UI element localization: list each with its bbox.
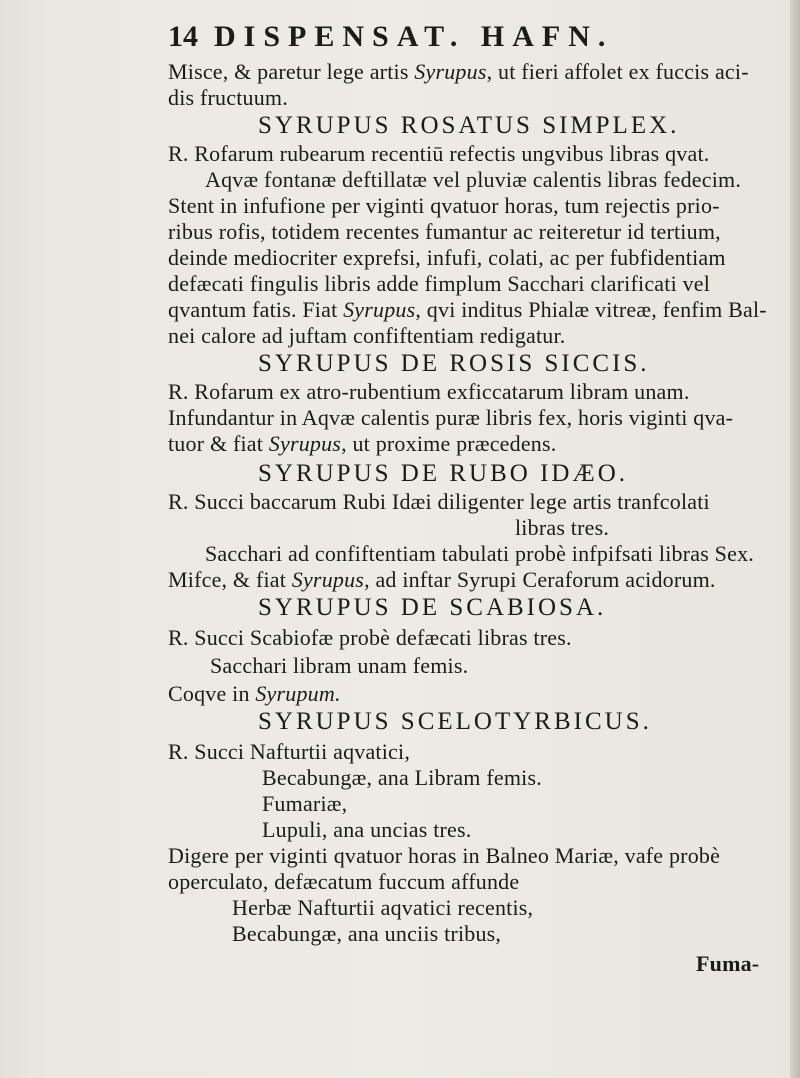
text-line: defæcati fingulis libris adde fimplum Sacchari clarificati vel [168, 271, 711, 296]
section-heading: SYRUPUS SCELOTYRBICUS. [258, 708, 652, 735]
page-header [168, 20, 728, 60]
section-heading: SYRUPUS DE ROSIS SICCIS. [258, 350, 650, 377]
text-line: operculato, defæcatum fuccum affunde [168, 869, 520, 894]
text-line: Mifce, & fiat Syrupus, ad inftar Syrupi Ceraforum acidorum. [168, 567, 716, 592]
text-line: dis fructuum. [168, 85, 288, 110]
text-line: qvantum fatis. Fiat Syrupus, qvi inditus Phialæ vitreæ, fenfim Bal- [168, 297, 767, 322]
section-heading: SYRUPUS DE RUBO IDÆO. [258, 460, 628, 487]
text-line: R. Succi baccarum Rubi Idæi diligenter lege artis tranfcolati [168, 489, 710, 514]
text-line: deinde mediocriter exprefsi, infufi, colati, ac per fubfidentiam [168, 245, 726, 270]
text-line: nei calore ad juftam confiftentiam redigatur. [168, 323, 566, 348]
text-line: Aqvæ fontanæ deftillatæ vel pluviæ calentis libras fedecim. [205, 167, 742, 192]
page-number: 14 [168, 20, 198, 53]
section-heading: SYRUPUS ROSATUS SIMPLEX. [258, 112, 680, 139]
text-line: Becabungæ, ana unciis tribus, [232, 921, 502, 946]
text-line: Fumariæ, [262, 791, 348, 816]
text-line: Sacchari libram unam femis. [210, 653, 469, 678]
running-title: DISPENSAT. HAFN. [214, 20, 614, 53]
text-line: R. Succi Scabiofæ probè defæcati libras tres. [168, 625, 572, 650]
text-line: Infundantur in Aqvæ calentis puræ libris fex, horis viginti qva- [168, 405, 734, 430]
text-line: Misce, & paretur lege artis Syrupus, ut fieri affolet ex fuccis aci- [168, 59, 749, 84]
text-line: Coqve in Syrupum. [168, 681, 341, 706]
text-line: Lupuli, ana uncias tres. [262, 817, 472, 842]
catchword: Fuma- [696, 951, 760, 976]
text-line: libras tres. [515, 515, 610, 540]
text-line: Stent in infufione per viginti qvatuor horas, tum rejectis prio- [168, 193, 720, 218]
text-line: R. Rofarum rubearum recentiū refectis ungvibus libras qvat. [168, 141, 710, 166]
text-line: R. Succi Nafturtii aqvatici, [168, 739, 411, 764]
text-line: Becabungæ, ana Libram femis. [262, 765, 542, 790]
text-line: ribus rofis, totidem recentes fumantur ac reiteretur id tertium, [168, 219, 721, 244]
section-heading: SYRUPUS DE SCABIOSA. [258, 594, 607, 621]
text-line: R. Rofarum ex atro-rubentium exficcatarum libram unam. [168, 379, 690, 404]
page-edge [790, 0, 800, 1078]
text-line: Digere per viginti qvatuor horas in Balneo Mariæ, vafe probè [168, 843, 721, 868]
text-line: Herbæ Nafturtii aqvatici recentis, [232, 895, 534, 920]
text-line: tuor & fiat Syrupus, ut proxime præcedens. [168, 431, 557, 456]
text-line: Sacchari ad confiftentiam tabulati probè infpifsati libras Sex. [205, 541, 754, 566]
